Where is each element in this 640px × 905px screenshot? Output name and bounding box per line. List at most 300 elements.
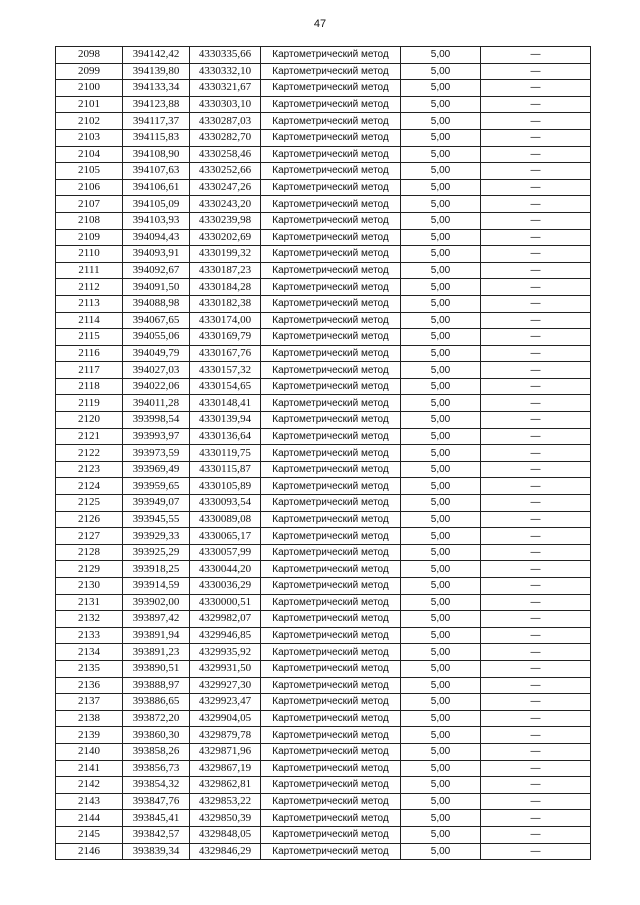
x-coordinate-cell: 393918,25 bbox=[123, 561, 190, 578]
x-coordinate-cell: 393858,26 bbox=[123, 743, 190, 760]
x-coordinate-cell: 393888,97 bbox=[123, 677, 190, 694]
point-number-cell: 2120 bbox=[56, 412, 123, 429]
error-cell: 5,00 bbox=[401, 694, 481, 711]
table-row bbox=[56, 362, 591, 379]
description-cell: — bbox=[481, 229, 591, 246]
method-cell: Картометрический метод bbox=[261, 644, 401, 661]
error-cell: 5,00 bbox=[401, 478, 481, 495]
x-coordinate-cell: 393847,76 bbox=[123, 793, 190, 810]
method-cell: Картометрический метод bbox=[261, 196, 401, 213]
table-row bbox=[56, 544, 591, 561]
method-cell: Картометрический метод bbox=[261, 793, 401, 810]
error-cell: 5,00 bbox=[401, 627, 481, 644]
method-cell: Картометрический метод bbox=[261, 179, 401, 196]
y-coordinate-cell: 4330157,32 bbox=[190, 362, 261, 379]
y-coordinate-cell: 4330287,03 bbox=[190, 113, 261, 130]
y-coordinate-cell: 4329946,85 bbox=[190, 627, 261, 644]
method-cell: Картометрический метод bbox=[261, 113, 401, 130]
error-cell: 5,00 bbox=[401, 710, 481, 727]
y-coordinate-cell: 4329904,05 bbox=[190, 710, 261, 727]
description-cell: — bbox=[481, 279, 591, 296]
error-cell: 5,00 bbox=[401, 146, 481, 163]
point-number-cell: 2103 bbox=[56, 129, 123, 146]
method-cell: Картометрический метод bbox=[261, 660, 401, 677]
description-cell: — bbox=[481, 760, 591, 777]
y-coordinate-cell: 4330057,99 bbox=[190, 544, 261, 561]
error-cell: 5,00 bbox=[401, 113, 481, 130]
y-coordinate-cell: 4330105,89 bbox=[190, 478, 261, 495]
method-cell: Картометрический метод bbox=[261, 727, 401, 744]
y-coordinate-cell: 4329853,22 bbox=[190, 793, 261, 810]
x-coordinate-cell: 394106,61 bbox=[123, 179, 190, 196]
method-cell: Картометрический метод bbox=[261, 511, 401, 528]
method-cell: Картометрический метод bbox=[261, 345, 401, 362]
method-cell: Картометрический метод bbox=[261, 843, 401, 860]
error-cell: 5,00 bbox=[401, 345, 481, 362]
error-cell: 5,00 bbox=[401, 129, 481, 146]
method-cell: Картометрический метод bbox=[261, 627, 401, 644]
error-cell: 5,00 bbox=[401, 212, 481, 229]
error-cell: 5,00 bbox=[401, 810, 481, 827]
error-cell: 5,00 bbox=[401, 96, 481, 113]
table-row bbox=[56, 445, 591, 462]
x-coordinate-cell: 393845,41 bbox=[123, 810, 190, 827]
table-row bbox=[56, 279, 591, 296]
y-coordinate-cell: 4329846,29 bbox=[190, 843, 261, 860]
point-number-cell: 2125 bbox=[56, 495, 123, 512]
table-row bbox=[56, 129, 591, 146]
point-number-cell: 2146 bbox=[56, 843, 123, 860]
error-cell: 5,00 bbox=[401, 378, 481, 395]
y-coordinate-cell: 4330167,76 bbox=[190, 345, 261, 362]
table-row bbox=[56, 229, 591, 246]
x-coordinate-cell: 393891,94 bbox=[123, 627, 190, 644]
method-cell: Картометрический метод bbox=[261, 478, 401, 495]
point-number-cell: 2109 bbox=[56, 229, 123, 246]
y-coordinate-cell: 4330139,94 bbox=[190, 412, 261, 429]
error-cell: 5,00 bbox=[401, 461, 481, 478]
y-coordinate-cell: 4330065,17 bbox=[190, 528, 261, 545]
x-coordinate-cell: 393902,00 bbox=[123, 594, 190, 611]
error-cell: 5,00 bbox=[401, 644, 481, 661]
error-cell: 5,00 bbox=[401, 826, 481, 843]
x-coordinate-cell: 393973,59 bbox=[123, 445, 190, 462]
description-cell: — bbox=[481, 710, 591, 727]
x-coordinate-cell: 394108,90 bbox=[123, 146, 190, 163]
table-row bbox=[56, 179, 591, 196]
x-coordinate-cell: 393959,65 bbox=[123, 478, 190, 495]
x-coordinate-cell: 393860,30 bbox=[123, 727, 190, 744]
y-coordinate-cell: 4330115,87 bbox=[190, 461, 261, 478]
table-row bbox=[56, 710, 591, 727]
y-coordinate-cell: 4330321,67 bbox=[190, 80, 261, 97]
x-coordinate-cell: 394055,06 bbox=[123, 329, 190, 346]
table-row bbox=[56, 627, 591, 644]
method-cell: Картометрический метод bbox=[261, 461, 401, 478]
x-coordinate-cell: 394105,09 bbox=[123, 196, 190, 213]
method-cell: Картометрический метод bbox=[261, 80, 401, 97]
table-row bbox=[56, 826, 591, 843]
error-cell: 5,00 bbox=[401, 760, 481, 777]
table-row bbox=[56, 578, 591, 595]
description-cell: — bbox=[481, 246, 591, 263]
point-number-cell: 2118 bbox=[56, 378, 123, 395]
description-cell: — bbox=[481, 196, 591, 213]
table-row bbox=[56, 843, 591, 860]
x-coordinate-cell: 394067,65 bbox=[123, 312, 190, 329]
point-number-cell: 2143 bbox=[56, 793, 123, 810]
description-cell: — bbox=[481, 611, 591, 628]
x-coordinate-cell: 394107,63 bbox=[123, 163, 190, 180]
point-number-cell: 2127 bbox=[56, 528, 123, 545]
description-cell: — bbox=[481, 312, 591, 329]
x-coordinate-cell: 393872,20 bbox=[123, 710, 190, 727]
point-number-cell: 2144 bbox=[56, 810, 123, 827]
point-number-cell: 2145 bbox=[56, 826, 123, 843]
method-cell: Картометрический метод bbox=[261, 378, 401, 395]
x-coordinate-cell: 393949,07 bbox=[123, 495, 190, 512]
error-cell: 5,00 bbox=[401, 727, 481, 744]
y-coordinate-cell: 4330148,41 bbox=[190, 395, 261, 412]
x-coordinate-cell: 394011,28 bbox=[123, 395, 190, 412]
y-coordinate-cell: 4330000,51 bbox=[190, 594, 261, 611]
description-cell: — bbox=[481, 63, 591, 80]
table-row bbox=[56, 810, 591, 827]
description-cell: — bbox=[481, 660, 591, 677]
table-row bbox=[56, 743, 591, 760]
table-row bbox=[56, 113, 591, 130]
description-cell: — bbox=[481, 113, 591, 130]
table-row bbox=[56, 611, 591, 628]
description-cell: — bbox=[481, 843, 591, 860]
table-row bbox=[56, 561, 591, 578]
point-number-cell: 2119 bbox=[56, 395, 123, 412]
point-number-cell: 2115 bbox=[56, 329, 123, 346]
method-cell: Картометрический метод bbox=[261, 395, 401, 412]
point-number-cell: 2113 bbox=[56, 295, 123, 312]
error-cell: 5,00 bbox=[401, 246, 481, 263]
y-coordinate-cell: 4329867,19 bbox=[190, 760, 261, 777]
method-cell: Картометрический метод bbox=[261, 578, 401, 595]
description-cell: — bbox=[481, 644, 591, 661]
description-cell: — bbox=[481, 96, 591, 113]
error-cell: 5,00 bbox=[401, 594, 481, 611]
x-coordinate-cell: 394117,37 bbox=[123, 113, 190, 130]
y-coordinate-cell: 4330335,66 bbox=[190, 47, 261, 64]
y-coordinate-cell: 4330258,46 bbox=[190, 146, 261, 163]
x-coordinate-cell: 394022,06 bbox=[123, 378, 190, 395]
y-coordinate-cell: 4329931,50 bbox=[190, 660, 261, 677]
method-cell: Картометрический метод bbox=[261, 810, 401, 827]
point-number-cell: 2141 bbox=[56, 760, 123, 777]
coordinates-table bbox=[55, 46, 591, 860]
method-cell: Картометрический метод bbox=[261, 544, 401, 561]
method-cell: Картометрический метод bbox=[261, 146, 401, 163]
x-coordinate-cell: 393925,29 bbox=[123, 544, 190, 561]
description-cell: — bbox=[481, 478, 591, 495]
table-row bbox=[56, 760, 591, 777]
error-cell: 5,00 bbox=[401, 229, 481, 246]
table-row bbox=[56, 594, 591, 611]
table-row bbox=[56, 528, 591, 545]
method-cell: Картометрический метод bbox=[261, 594, 401, 611]
y-coordinate-cell: 4330282,70 bbox=[190, 129, 261, 146]
point-number-cell: 2129 bbox=[56, 561, 123, 578]
point-number-cell: 2107 bbox=[56, 196, 123, 213]
y-coordinate-cell: 4329982,07 bbox=[190, 611, 261, 628]
error-cell: 5,00 bbox=[401, 179, 481, 196]
y-coordinate-cell: 4330247,26 bbox=[190, 179, 261, 196]
point-number-cell: 2132 bbox=[56, 611, 123, 628]
point-number-cell: 2133 bbox=[56, 627, 123, 644]
y-coordinate-cell: 4330184,28 bbox=[190, 279, 261, 296]
description-cell: — bbox=[481, 212, 591, 229]
error-cell: 5,00 bbox=[401, 295, 481, 312]
table-row bbox=[56, 511, 591, 528]
method-cell: Картометрический метод bbox=[261, 246, 401, 263]
error-cell: 5,00 bbox=[401, 279, 481, 296]
description-cell: — bbox=[481, 627, 591, 644]
method-cell: Картометрический метод bbox=[261, 362, 401, 379]
description-cell: — bbox=[481, 163, 591, 180]
error-cell: 5,00 bbox=[401, 163, 481, 180]
x-coordinate-cell: 393897,42 bbox=[123, 611, 190, 628]
point-number-cell: 2122 bbox=[56, 445, 123, 462]
description-cell: — bbox=[481, 47, 591, 64]
point-number-cell: 2110 bbox=[56, 246, 123, 263]
point-number-cell: 2138 bbox=[56, 710, 123, 727]
y-coordinate-cell: 4330119,75 bbox=[190, 445, 261, 462]
coordinates-table-body bbox=[56, 47, 591, 860]
point-number-cell: 2099 bbox=[56, 63, 123, 80]
error-cell: 5,00 bbox=[401, 511, 481, 528]
y-coordinate-cell: 4330202,69 bbox=[190, 229, 261, 246]
method-cell: Картометрический метод bbox=[261, 63, 401, 80]
y-coordinate-cell: 4330239,98 bbox=[190, 212, 261, 229]
table-row bbox=[56, 329, 591, 346]
error-cell: 5,00 bbox=[401, 495, 481, 512]
table-row bbox=[56, 461, 591, 478]
point-number-cell: 2124 bbox=[56, 478, 123, 495]
x-coordinate-cell: 393890,51 bbox=[123, 660, 190, 677]
table-row bbox=[56, 63, 591, 80]
point-number-cell: 2104 bbox=[56, 146, 123, 163]
table-row bbox=[56, 47, 591, 64]
y-coordinate-cell: 4330154,65 bbox=[190, 378, 261, 395]
error-cell: 5,00 bbox=[401, 445, 481, 462]
y-coordinate-cell: 4329862,81 bbox=[190, 777, 261, 794]
error-cell: 5,00 bbox=[401, 80, 481, 97]
table-row bbox=[56, 212, 591, 229]
method-cell: Картометрический метод bbox=[261, 262, 401, 279]
description-cell: — bbox=[481, 561, 591, 578]
point-number-cell: 2100 bbox=[56, 80, 123, 97]
description-cell: — bbox=[481, 727, 591, 744]
description-cell: — bbox=[481, 578, 591, 595]
table-row bbox=[56, 677, 591, 694]
method-cell: Картометрический метод bbox=[261, 677, 401, 694]
y-coordinate-cell: 4330036,29 bbox=[190, 578, 261, 595]
x-coordinate-cell: 394103,93 bbox=[123, 212, 190, 229]
method-cell: Картометрический метод bbox=[261, 777, 401, 794]
y-coordinate-cell: 4330093,54 bbox=[190, 495, 261, 512]
table-row bbox=[56, 80, 591, 97]
method-cell: Картометрический метод bbox=[261, 329, 401, 346]
description-cell: — bbox=[481, 810, 591, 827]
table-row bbox=[56, 727, 591, 744]
method-cell: Картометрический метод bbox=[261, 694, 401, 711]
point-number-cell: 2108 bbox=[56, 212, 123, 229]
point-number-cell: 2139 bbox=[56, 727, 123, 744]
point-number-cell: 2135 bbox=[56, 660, 123, 677]
table-row bbox=[56, 395, 591, 412]
point-number-cell: 2140 bbox=[56, 743, 123, 760]
y-coordinate-cell: 4330182,38 bbox=[190, 295, 261, 312]
description-cell: — bbox=[481, 594, 591, 611]
x-coordinate-cell: 393969,49 bbox=[123, 461, 190, 478]
point-number-cell: 2121 bbox=[56, 428, 123, 445]
description-cell: — bbox=[481, 146, 591, 163]
x-coordinate-cell: 394088,98 bbox=[123, 295, 190, 312]
error-cell: 5,00 bbox=[401, 412, 481, 429]
point-number-cell: 2102 bbox=[56, 113, 123, 130]
point-number-cell: 2137 bbox=[56, 694, 123, 711]
method-cell: Картометрический метод bbox=[261, 760, 401, 777]
error-cell: 5,00 bbox=[401, 777, 481, 794]
error-cell: 5,00 bbox=[401, 395, 481, 412]
table-row bbox=[56, 295, 591, 312]
error-cell: 5,00 bbox=[401, 329, 481, 346]
table-row bbox=[56, 660, 591, 677]
x-coordinate-cell: 393854,32 bbox=[123, 777, 190, 794]
x-coordinate-cell: 394027,03 bbox=[123, 362, 190, 379]
x-coordinate-cell: 393842,57 bbox=[123, 826, 190, 843]
y-coordinate-cell: 4330187,23 bbox=[190, 262, 261, 279]
description-cell: — bbox=[481, 179, 591, 196]
description-cell: — bbox=[481, 412, 591, 429]
point-number-cell: 2131 bbox=[56, 594, 123, 611]
description-cell: — bbox=[481, 395, 591, 412]
error-cell: 5,00 bbox=[401, 362, 481, 379]
y-coordinate-cell: 4329879,78 bbox=[190, 727, 261, 744]
point-number-cell: 2106 bbox=[56, 179, 123, 196]
point-number-cell: 2105 bbox=[56, 163, 123, 180]
method-cell: Картометрический метод bbox=[261, 212, 401, 229]
point-number-cell: 2117 bbox=[56, 362, 123, 379]
method-cell: Картометрический метод bbox=[261, 279, 401, 296]
error-cell: 5,00 bbox=[401, 611, 481, 628]
error-cell: 5,00 bbox=[401, 47, 481, 64]
y-coordinate-cell: 4330136,64 bbox=[190, 428, 261, 445]
x-coordinate-cell: 394142,42 bbox=[123, 47, 190, 64]
description-cell: — bbox=[481, 428, 591, 445]
x-coordinate-cell: 394091,50 bbox=[123, 279, 190, 296]
table-row bbox=[56, 793, 591, 810]
description-cell: — bbox=[481, 793, 591, 810]
table-row bbox=[56, 262, 591, 279]
y-coordinate-cell: 4330174,00 bbox=[190, 312, 261, 329]
description-cell: — bbox=[481, 345, 591, 362]
table-row bbox=[56, 694, 591, 711]
y-coordinate-cell: 4329927,30 bbox=[190, 677, 261, 694]
x-coordinate-cell: 394139,80 bbox=[123, 63, 190, 80]
method-cell: Картометрический метод bbox=[261, 47, 401, 64]
description-cell: — bbox=[481, 777, 591, 794]
error-cell: 5,00 bbox=[401, 312, 481, 329]
point-number-cell: 2098 bbox=[56, 47, 123, 64]
table-row bbox=[56, 412, 591, 429]
table-row bbox=[56, 312, 591, 329]
method-cell: Картометрический метод bbox=[261, 312, 401, 329]
method-cell: Картометрический метод bbox=[261, 743, 401, 760]
description-cell: — bbox=[481, 694, 591, 711]
description-cell: — bbox=[481, 544, 591, 561]
x-coordinate-cell: 394133,34 bbox=[123, 80, 190, 97]
description-cell: — bbox=[481, 677, 591, 694]
y-coordinate-cell: 4330089,08 bbox=[190, 511, 261, 528]
description-cell: — bbox=[481, 528, 591, 545]
table-row bbox=[56, 495, 591, 512]
description-cell: — bbox=[481, 461, 591, 478]
method-cell: Картометрический метод bbox=[261, 163, 401, 180]
description-cell: — bbox=[481, 495, 591, 512]
table-row bbox=[56, 777, 591, 794]
description-cell: — bbox=[481, 378, 591, 395]
error-cell: 5,00 bbox=[401, 262, 481, 279]
point-number-cell: 2136 bbox=[56, 677, 123, 694]
x-coordinate-cell: 394115,83 bbox=[123, 129, 190, 146]
x-coordinate-cell: 394093,91 bbox=[123, 246, 190, 263]
x-coordinate-cell: 393856,73 bbox=[123, 760, 190, 777]
x-coordinate-cell: 394094,43 bbox=[123, 229, 190, 246]
description-cell: — bbox=[481, 362, 591, 379]
method-cell: Картометрический метод bbox=[261, 710, 401, 727]
y-coordinate-cell: 4330199,32 bbox=[190, 246, 261, 263]
description-cell: — bbox=[481, 80, 591, 97]
x-coordinate-cell: 393839,34 bbox=[123, 843, 190, 860]
error-cell: 5,00 bbox=[401, 63, 481, 80]
method-cell: Картометрический метод bbox=[261, 445, 401, 462]
error-cell: 5,00 bbox=[401, 428, 481, 445]
error-cell: 5,00 bbox=[401, 743, 481, 760]
point-number-cell: 2134 bbox=[56, 644, 123, 661]
x-coordinate-cell: 393891,23 bbox=[123, 644, 190, 661]
description-cell: — bbox=[481, 329, 591, 346]
table-row bbox=[56, 96, 591, 113]
y-coordinate-cell: 4330169,79 bbox=[190, 329, 261, 346]
error-cell: 5,00 bbox=[401, 843, 481, 860]
description-cell: — bbox=[481, 129, 591, 146]
method-cell: Картометрический метод bbox=[261, 229, 401, 246]
method-cell: Картометрический метод bbox=[261, 495, 401, 512]
method-cell: Картометрический метод bbox=[261, 428, 401, 445]
error-cell: 5,00 bbox=[401, 660, 481, 677]
table-row bbox=[56, 644, 591, 661]
point-number-cell: 2101 bbox=[56, 96, 123, 113]
y-coordinate-cell: 4329923,47 bbox=[190, 694, 261, 711]
method-cell: Картометрический метод bbox=[261, 561, 401, 578]
error-cell: 5,00 bbox=[401, 528, 481, 545]
x-coordinate-cell: 393998,54 bbox=[123, 412, 190, 429]
x-coordinate-cell: 393945,55 bbox=[123, 511, 190, 528]
table-row bbox=[56, 428, 591, 445]
table-row bbox=[56, 146, 591, 163]
description-cell: — bbox=[481, 262, 591, 279]
description-cell: — bbox=[481, 445, 591, 462]
table-row bbox=[56, 345, 591, 362]
point-number-cell: 2128 bbox=[56, 544, 123, 561]
error-cell: 5,00 bbox=[401, 793, 481, 810]
